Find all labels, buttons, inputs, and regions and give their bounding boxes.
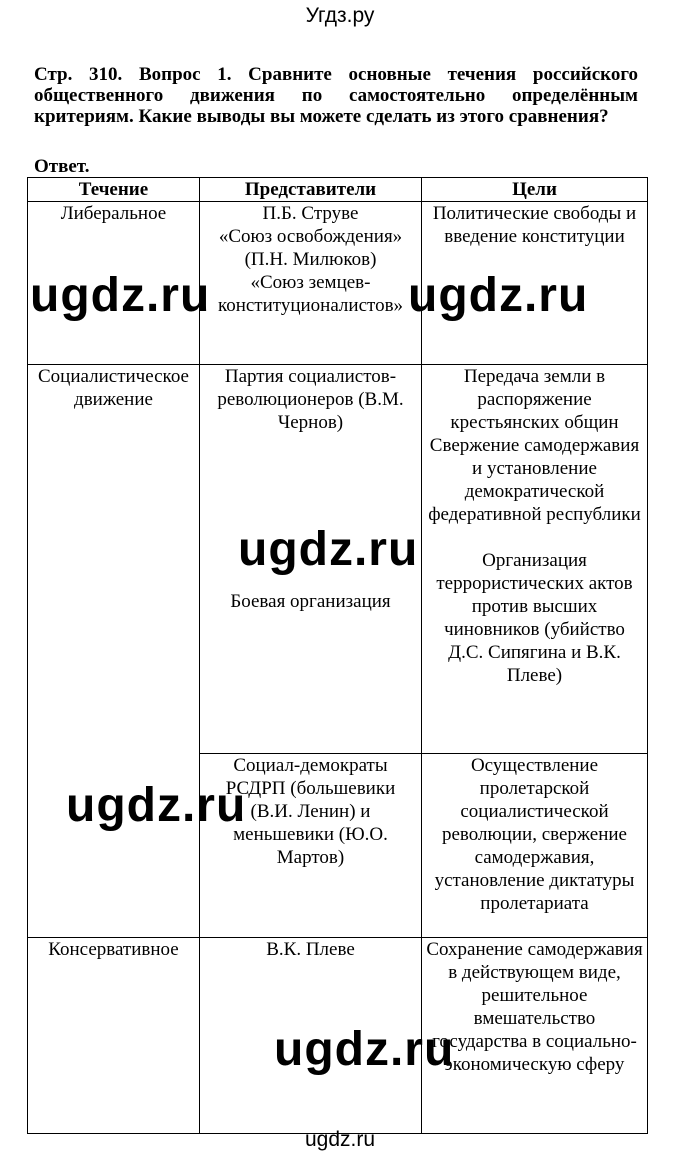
goals-cell: Осуществление пролетарской социалистической революции, свержение самодержавия, установление диктатуры пролетариата: [422, 754, 648, 938]
goals-cell: Сохранение самодержавия в действующем виде, решительное вмешательство государства в социально-экономическую сферу: [422, 938, 648, 1134]
representative-item: Боевая организация: [230, 591, 391, 612]
goal-item: Организация террористических актов против высших чиновников (убийство Д.С. Сипягина и В.К. Плеве): [436, 550, 633, 686]
goal-item: Свержение самодержавия и установление демократической федеративной республики: [428, 435, 641, 525]
goals-cell: Политические свободы и введение конституции: [422, 202, 648, 365]
watermark: ugdz.ru: [30, 269, 211, 322]
site-header: Угдз.ру: [305, 4, 375, 27]
answer-label: Ответ.: [34, 156, 90, 177]
watermark: ugdz.ru: [408, 269, 589, 322]
movement-cell: Социалистическое движение: [28, 365, 200, 938]
watermark: ugdz.ru: [66, 779, 247, 832]
watermark: ugdz.ru: [274, 1023, 455, 1076]
column-header-representatives: Представители: [200, 178, 422, 202]
representative-item: П.Б. Струве: [262, 203, 359, 224]
watermark: ugdz.ru: [238, 523, 419, 576]
representative-item: «Союз освобождения» (П.Н. Милюков): [218, 226, 403, 270]
column-header-goals: Цели: [422, 178, 648, 202]
representatives-cell: В.К. Плеве: [200, 938, 422, 1134]
representatives-cell: [200, 202, 422, 365]
representative-item: «Союз земцев-конституционалистов»: [217, 272, 404, 316]
column-header-movement: Течение: [28, 178, 200, 202]
movement-cell: Либеральное: [28, 202, 200, 365]
table-header-row: [28, 178, 648, 202]
question-text: Стр. 310. Вопрос 1. Сравните основные течения российского общественного движения по самостоятельно определённым критериям. Какие выводы вы можете сделать из этого сравнения?: [34, 64, 638, 127]
goals-cell: [422, 365, 648, 754]
goal-item: Передача земли в распоряжение крестьянских общин: [450, 366, 619, 433]
representative-item: Партия социалистов-революционеров (В.М. Чернов): [217, 366, 404, 433]
site-footer: ugdz.ru: [304, 1128, 376, 1151]
representatives-cell: Социал-демократы РСДРП (большевики (В.И. Ленин) и меньшевики (Ю.О. Мартов): [200, 754, 422, 938]
movement-cell: Консервативное: [28, 938, 200, 1134]
